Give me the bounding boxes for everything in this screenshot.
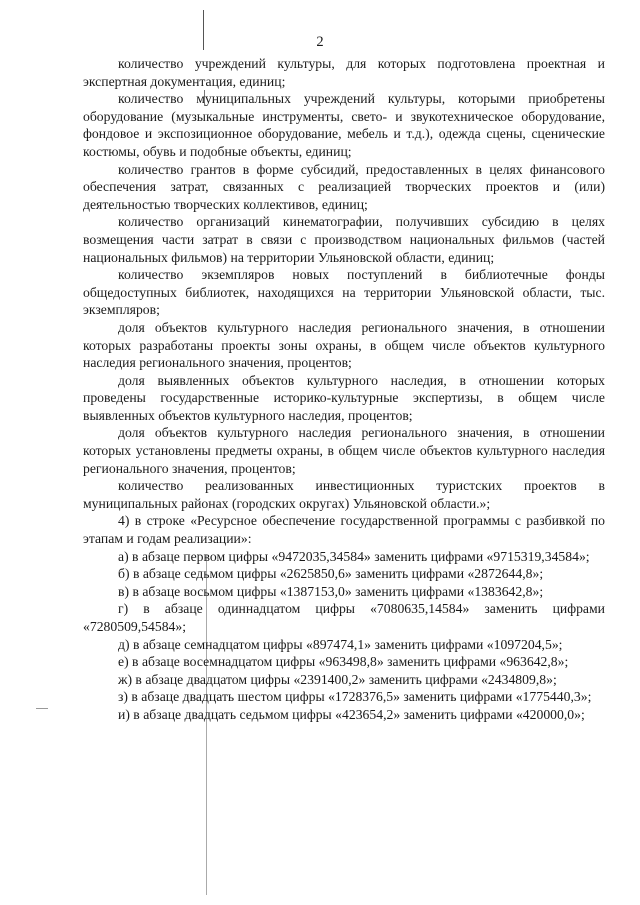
paragraph: доля выявленных объектов культурного наследия, в отношении которых проведены государственные историко-культурные экспертизы, в общем числе выявленных объектов культурного наследия, процентов; (83, 372, 605, 423)
paragraph: доля объектов культурного наследия регионального значения, в отношении которых разработаны проекты зоны охраны, в общем числе объектов культурного наследия регионального значения, процентов; (83, 319, 605, 371)
paragraph: 4) в строке «Ресурсное обеспечение государственной программы с разбивкой по этапам и годам реализации»: (83, 513, 605, 547)
paragraph: количество реализованных инвестиционных туристских проектов в муниципальных районах (городских округах) Ульяновской области.»; (83, 478, 605, 511)
paragraph: в) в абзаце восьмом цифры «1387153,0» заменить цифрами «1383642,8»; (118, 583, 544, 599)
document-body (83, 55, 605, 724)
margin-mark (36, 708, 48, 709)
paragraph: количество экземпляров новых поступлений в библиотечные фонды общедоступных библиотек, находящихся на территории Ульяновской области, тыс. экземпляров; (83, 267, 605, 318)
paragraph: количество организаций кинематографии, получивших субсидию в целях возмещения части затрат в связи с производством национальных фильмов (частей национальных фильмов) на территории Ульяновской области, единиц; (83, 214, 605, 265)
page-number: 2 (316, 34, 324, 50)
paragraph: количество грантов в форме субсидий, предоставленных в целях финансового обеспечения затрат, связанных с реализацией творческих проектов и (или) деятельностью творческих коллективов, единиц; (83, 161, 605, 212)
paragraph: количество учреждений культуры, для которых подготовлена проектная и экспертная документация, единиц; (83, 56, 605, 89)
paragraph: е) в абзаце восемнадцатом цифры «963498,8» заменить цифрами «963642,8»; (118, 654, 569, 670)
paragraph: ж) в абзаце двадцатом цифры «2391400,2» заменить цифрами «2434809,8»; (118, 671, 557, 687)
paragraph: з) в абзаце двадцать шестом цифры «1728376,5» заменить цифрами «1775440,3»; (118, 689, 592, 705)
paragraph: и) в абзаце двадцать седьмом цифры «423654,2» заменить цифрами «420000,0»; (118, 706, 585, 722)
paragraph: а) в абзаце первом цифры «9472035,34584» заменить цифрами «9715319,34584»; (118, 548, 590, 564)
paragraph: д) в абзаце семнадцатом цифры «897474,1» заменить цифрами «1097204,5»; (118, 636, 563, 652)
paragraph: б) в абзаце седьмом цифры «2625850,6» заменить цифрами «2872644,8»; (118, 566, 544, 582)
paragraph: доля объектов культурного наследия регионального значения, в отношении которых установлены предметы охраны, в общем числе объектов культурного наследия регионального значения, процентов; (83, 425, 605, 476)
paragraph: г) в абзаце одиннадцатом цифры «7080635,14584» заменить цифрами «7280509,54584»; (83, 601, 605, 634)
paragraph: количество муниципальных учреждений культуры, которыми приобретены оборудование (музыкальные инструменты, свето- и звукотехническое оборудование, фондовое и экспозиционное оборудование, мебель и т.д.), одежда сцены, сценические костюмы, обувь и подобные объекты, единиц; (83, 91, 605, 159)
